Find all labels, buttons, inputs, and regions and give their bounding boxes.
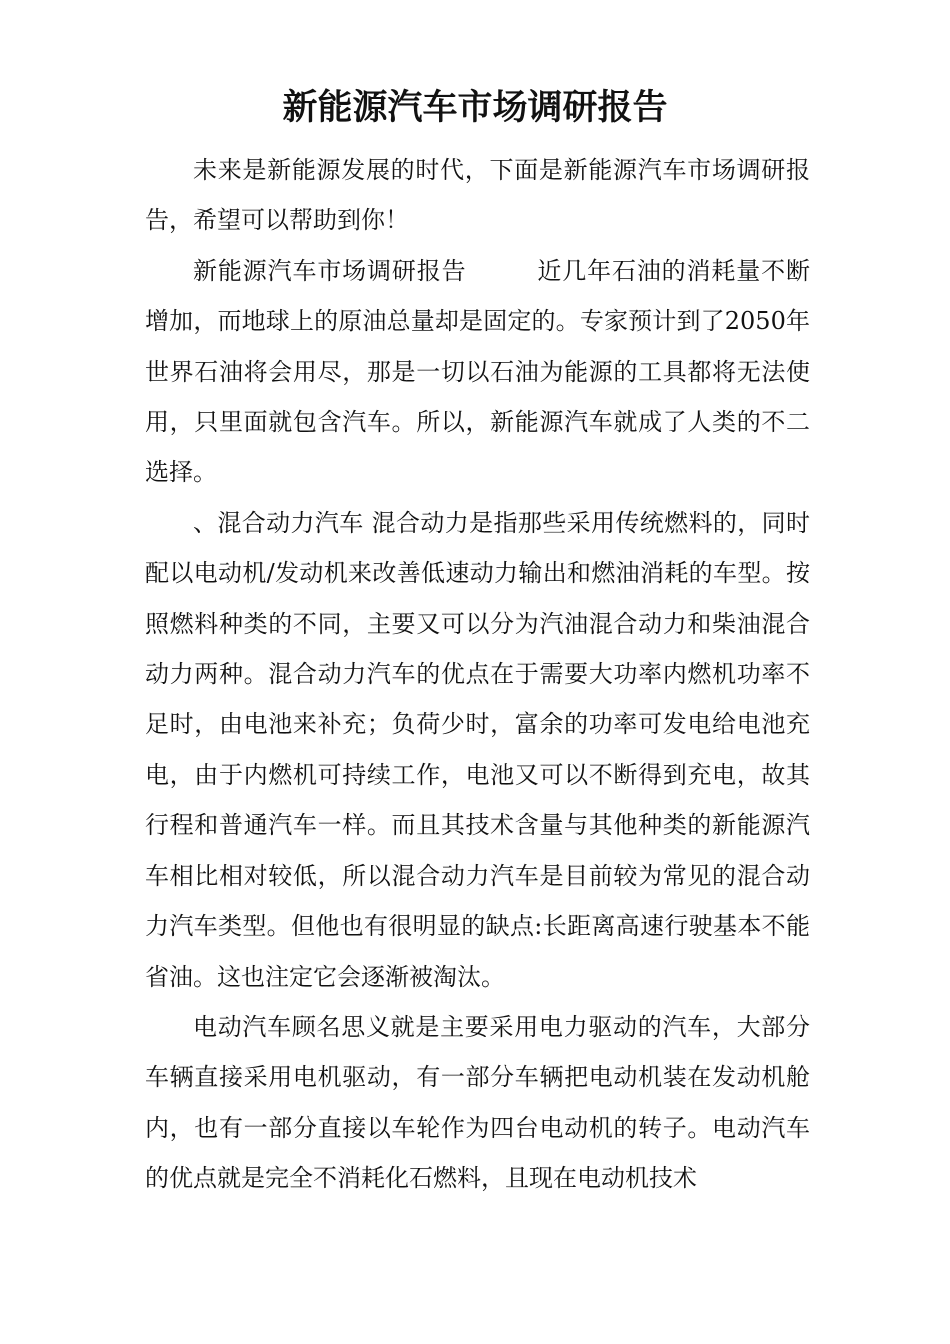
paragraph-text: 电动汽车顾名思义就是主要采用电力驱动的汽车，大部分车辆直接采用电机驱动，有一部分车辆把电动机装在发动机舱内，也有一部分直接以车轮作为四台电动机的转子。电动汽车的优点就是完全不消耗化石燃料，且现在电动机技术	[145, 1012, 810, 1193]
document-body	[145, 145, 810, 1204]
paragraph-hybrid	[145, 498, 810, 1002]
paragraph-text: 近几年石油的消耗量不断增加，而地球上的原油总量却是固定的。专家预计到了2050年世界石油将会用尽，那是一切以石油为能源的工具都将无法使用，只里面就包含汽车。所以，新能源汽车就成了人类的不二选择。	[145, 256, 810, 487]
paragraph-intro	[145, 145, 810, 246]
paragraph-text: 、混合动力汽车 混合动力是指那些采用传统燃料的，同时配以电动机/发动机来改善低速动力输出和燃油消耗的车型。按照燃料种类的不同，主要又可以分为汽油混合动力和柴油混合动力两种。混合动力汽车的优点在于需要大功率内燃机功率不足时，由电池来补充；负荷少时，富余的功率可发电给电池充电，由于内燃机可持续工作，电池又可以不断得到充电，故其行程和普通汽车一样。而且其技术含量与其他种类的新能源汽车相比相对较低，所以混合动力汽车是目前较为常见的混合动力汽车类型。但他也有很明显的缺点:长距离高速行驶基本不能省油。这也注定它会逐渐被淘汰。	[145, 508, 810, 991]
paragraph-text: 未来是新能源发展的时代，下面是新能源汽车市场调研报告，希望可以帮助到你！	[145, 156, 810, 235]
inline-heading: 新能源汽车市场调研报告	[193, 256, 467, 285]
document-title: 新能源汽车市场调研报告	[282, 87, 668, 128]
paragraph-electric	[145, 1002, 810, 1204]
paragraph-oil	[145, 246, 810, 498]
